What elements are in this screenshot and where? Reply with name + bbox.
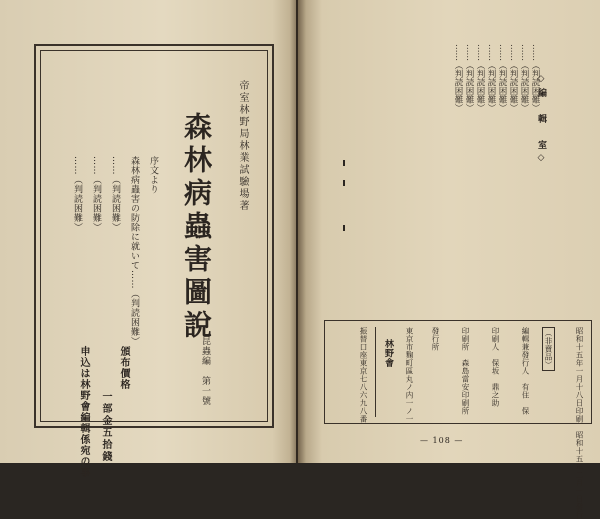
colophon-publisher-label: 發行所 xyxy=(431,327,440,351)
book-gutter xyxy=(290,0,306,463)
editorial-paragraph: ……（判読困難） xyxy=(464,44,474,112)
ad-body-line: ……（判読困難） xyxy=(91,156,101,232)
ad-subtitle: 昆蟲編 第一號 xyxy=(200,336,210,406)
editorial-paragraph: ……（判読困難） xyxy=(530,44,540,112)
colophon-publisher-address: 東京市麴町區丸ノ内一ノ一 xyxy=(405,327,414,423)
not-for-sale-badge: （非賣品） xyxy=(544,329,553,369)
editorial-paragraph: ……（判読困難） xyxy=(497,44,507,112)
ad-body-line: ……（判読困難） xyxy=(72,156,82,232)
ad-order-note: 申込は林野會編輯係宛の事 xyxy=(78,346,89,478)
colophon-dates: 昭和十五年一月十八日印刷 昭和十五年二月一日發行 xyxy=(575,327,584,519)
ad-price-label: 頒布價格 xyxy=(118,346,129,390)
colophon-account: 振替口座東京七八六九八番 xyxy=(359,327,368,423)
ad-preface-label: 序文より xyxy=(148,156,158,194)
editorial-paragraph: ……（判読困難） xyxy=(519,44,529,112)
advertisement-box xyxy=(34,44,274,478)
colophon-editor: 編輯兼發行人 有住 保 xyxy=(521,327,530,415)
editorial-paragraph: ……（判読困難） xyxy=(508,44,518,112)
editorial-paragraph: ……（判読困難） xyxy=(486,44,496,112)
editorial-title: ◇編 輯 室◇ xyxy=(536,74,546,167)
ad-publisher: 帝室林野局林業試驗場著 xyxy=(237,80,248,212)
editorial-paragraph: ……（判読困難） xyxy=(475,44,485,112)
page-number: — 108 — xyxy=(420,436,464,445)
editorial-body xyxy=(452,44,540,284)
margin-mark xyxy=(343,225,345,231)
editorial-paragraph: ……（判読困難） xyxy=(453,44,463,112)
margin-mark xyxy=(343,180,345,186)
colophon-printer: 印刷人 保坂 鼎之助 xyxy=(491,327,500,407)
ad-body-line: 森林病蟲害の防除に就いて……（判読困難） xyxy=(129,156,139,346)
colophon-publisher-name: 林野會 xyxy=(383,339,393,368)
margin-mark xyxy=(343,160,345,166)
ad-body-line: ……（判読困難） xyxy=(110,156,120,232)
colophon-print-shop: 印刷所 森島當安印刷所 xyxy=(461,327,470,415)
ad-price-value: 一部金五拾錢 xyxy=(100,391,111,463)
colophon-divider xyxy=(375,327,376,417)
ad-book-title: 森林病蟲害圖說 xyxy=(180,112,213,343)
